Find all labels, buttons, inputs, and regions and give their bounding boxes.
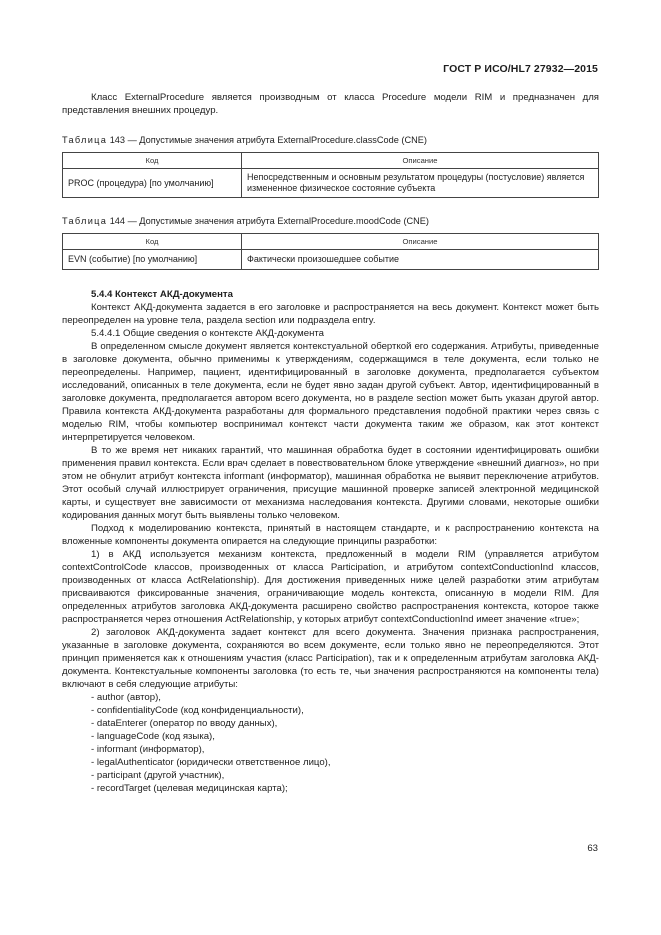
table-143-caption: [62, 134, 599, 147]
table-143: [62, 152, 599, 198]
table-cell-description: Фактически произошедшее событие: [242, 250, 599, 270]
table-header-code: Код: [63, 153, 242, 169]
table-header-row: [63, 153, 599, 169]
section-paragraph: Контекст АКД-документа задается в его заголовке и распространяется на весь документ. Контекст может быть переопределен на уровне тела, раздела section или подраздела entry.: [62, 302, 599, 326]
list-item: - languageCode (код языка),: [91, 731, 215, 742]
standard-header: ГОСТ Р ИСО/HL7 27932—2015: [443, 63, 598, 75]
section-paragraph: 1) в АКД используется механизм контекста, предложенный в модели RIM (управляется атрибутом contextControlCode классов, производенных от класса Participation, и атрибутом contextConductionInd классов, производенных от класса ActRelationship). Для достижения приведенных ниже целей разработки этим атрибутам присваиваются фиксированные значения, ограничивающие модель контекста, описанную в модели RIM. Для определенных атрибутов заголовка АКД-документа расширено свойство распространения контекста, которое также распространяется через отношения ActRelationship, у которых атрибут contextConductionInd имеет значение «true»;: [62, 549, 599, 625]
intro-paragraph: Класс ExternalProcedure является производным от класса Procedure модели RIM и предназначен для представления внешних процедур.: [62, 92, 599, 116]
table-cell-description: Непосредственным и основным результатом процедуры (постусловие) является измененное физическое состояние субъекта: [242, 169, 599, 198]
table-144: [62, 233, 599, 270]
table-cell-code: EVN (событие) [по умолчанию]: [63, 250, 242, 270]
subsection-title: 5.4.4.1 Общие сведения о контексте АКД-документа: [91, 328, 324, 339]
table-header-code: Код: [63, 234, 242, 250]
table-144-caption-text: 144 — Допустимые значения атрибута ExternalProcedure.moodCode (CNE): [109, 216, 429, 226]
list-item: - participant (другой участник),: [91, 770, 225, 781]
section-paragraph: Подход к моделированию контекста, принятый в настоящем стандарте, и к распространению контекста на вложенные компоненты документа опирается на следующие принципы разработки:: [62, 523, 599, 547]
table-cell-code: PROC (процедура) [по умолчанию]: [63, 169, 242, 198]
list-item: - recordTarget (целевая медицинская карта);: [91, 783, 288, 794]
section-paragraph: 2) заголовок АКД-документа задает контекст для всего документа. Значения признака распространения, указанные в заголовке документа, сохраняются во всем документе, если только явно не переопределяются. Этот принцип применяется как к отношениям участия (класс Participation), так и к определенным атрибутам заголовка АКД-документа. Контекстуальные компоненты заголовка (то есть те, чьи значения распространяются на компоненты тела) включают в себя следующие атрибуты:: [62, 627, 599, 690]
section-paragraph: В то же время нет никаких гарантий, что машинная обработка будет в состоянии идентифицировать ошибки применения правил контекста. Если врач сделает в повествовательном блоке утверждение «внешний диагноз», но при этом не обнулит атрибут контекста informant (информатор), машинная обработка не выявит переключение атрибутов. Этот особый случай иллюстрирует ограничения, присущие машинной проверке записей электронной медицинской карты, и существует вне зависимости от механизма наследования контекста. Другими словами, некоторые ошибки кодирования данных могут быть выявлены только человеком.: [62, 445, 599, 521]
list-item: - dataEnterer (оператор по вводу данных),: [91, 718, 278, 729]
table-144-caption: [62, 215, 599, 228]
table-144-caption-prefix: Таблица: [62, 216, 108, 226]
table-header-description: Описание: [242, 234, 599, 250]
list-item: - confidentialityCode (код конфиденциальности),: [91, 705, 304, 716]
list-item: - author (автор),: [91, 692, 161, 703]
table-header-description: Описание: [242, 153, 599, 169]
list-item: - informant (информатор),: [91, 744, 205, 755]
table-header-row: [63, 234, 599, 250]
section-title: 5.4.4 Контекст АКД-документа: [91, 289, 233, 300]
page-number: 63: [587, 843, 598, 854]
table-143-caption-text: 143 — Допустимые значения атрибута ExternalProcedure.classCode (CNE): [109, 135, 427, 145]
page-content: [62, 91, 599, 795]
list-item: - legalAuthenticator (юридически ответственное лицо),: [91, 757, 331, 768]
attribute-list: [62, 691, 599, 795]
section-paragraph: В определенном смысле документ является контекстуальной оберткой его содержания. Атрибуты, приведенные в заголовке документа, обычно применимы к утверждениям, содержащимся в теле документа, если только не переопределены. Например, пациент, идентифицированный в заголовке документа, предполагается субъектом исследований, описанных в теле документа, если не будет явно задан другой субъект. Автор, идентифицированный в заголовке документа, предполагается автором всего документа, но в разделе section может быть указан другой автор. Правила контекста АКД-документа разработаны для формального представления подобной практики через связь с моделью RIM, чтобы компьютер воспринимал контекст части документа таким же образом, как этот контекст интерпретируется человеком.: [62, 341, 599, 443]
table-row: [63, 169, 599, 198]
table-row: [63, 250, 599, 270]
table-143-caption-prefix: Таблица: [62, 135, 108, 145]
